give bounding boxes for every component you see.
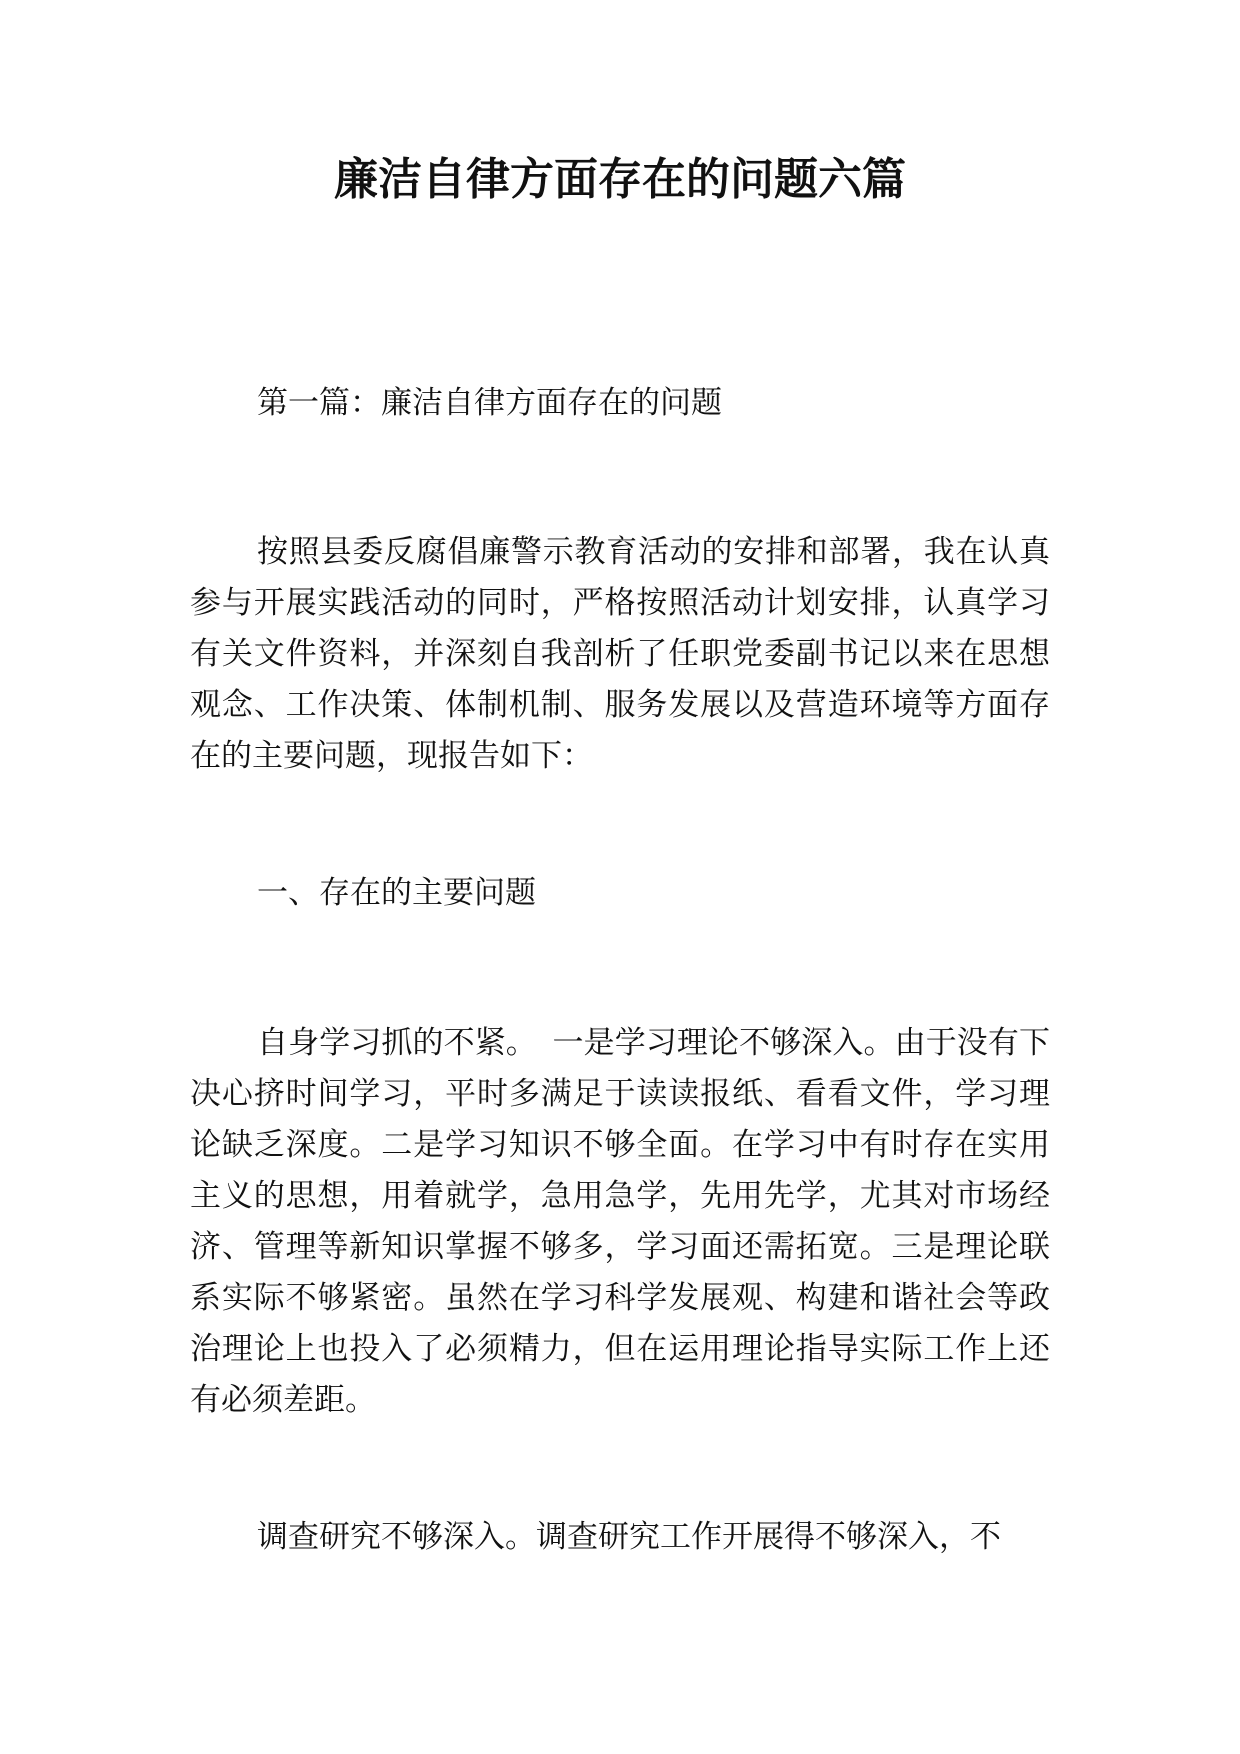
subheading-main-problems: 一、存在的主要问题 bbox=[257, 875, 536, 911]
paragraph-research: 调查研究不够深入。调查研究工作开展得不够深入，不 bbox=[257, 1519, 1001, 1555]
paragraph-study: 自身学习抓的不紧。 一是学习理论不够深入。由于没有下决心挤时间学习，平时多满足于读读报纸、看看文件，学习理论缺乏深度。二是学习知识不够全面。在学习中有时存在实用主义的思想，用着就学，急用急学，先用先学，尤其对市场经济、管理等新知识掌握不够多，学习面还需拓宽。三是理论联系实际不够紧密。虽然在学习科学发展观、构建和谐社会等政治理论上也投入了必须精力，但在运用理论指导实际工作上还有必须差距。 bbox=[190, 1025, 1050, 1418]
intro-paragraph: 按照县委反腐倡廉警示教育活动的安排和部署，我在认真参与开展实践活动的同时，严格按照活动计划安排，认真学习有关文件资料，并深刻自我剖析了任职党委副书记以来在思想观念、工作决策、体制机制、服务发展以及营造环境等方面存在的主要问题，现报告如下： bbox=[190, 534, 1050, 774]
document-title: 廉洁自律方面存在的问题六篇 bbox=[334, 154, 906, 205]
section-heading: 第一篇：廉洁自律方面存在的问题 bbox=[257, 385, 722, 421]
